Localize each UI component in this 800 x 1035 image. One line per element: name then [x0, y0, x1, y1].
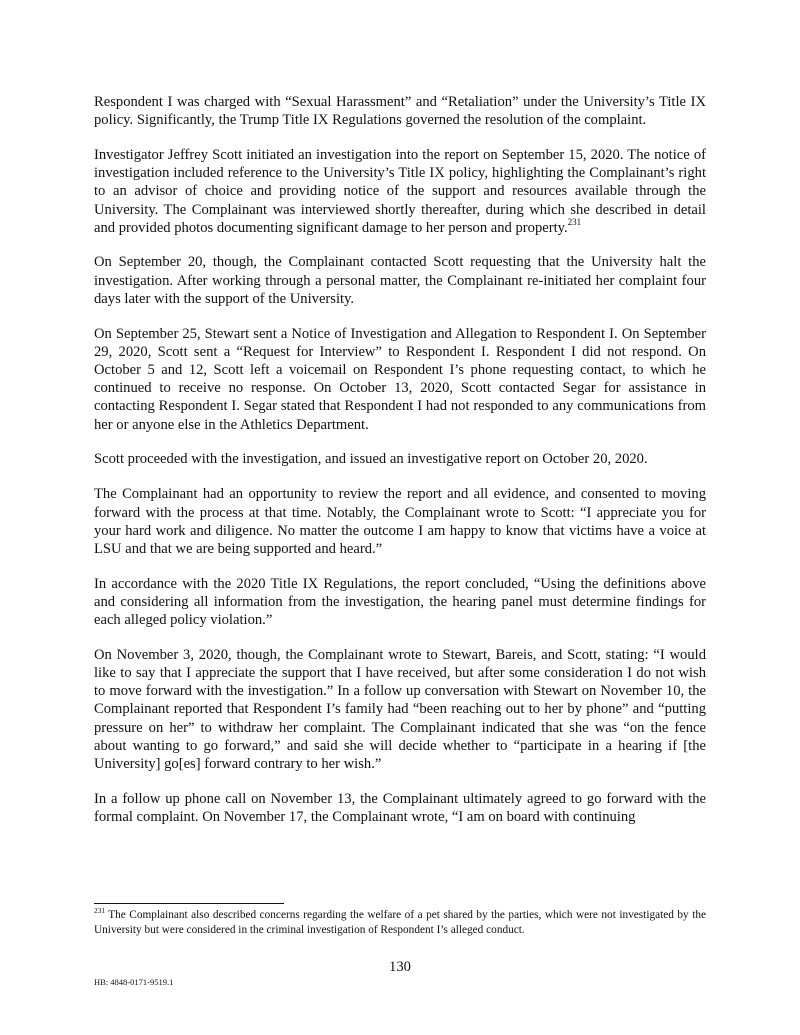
document-body: [94, 93, 706, 843]
document-id: HB: 4848-0171-9519.1: [94, 977, 174, 987]
footnote-text: The Complainant also described concerns regarding the welfare of a pet shared by the parties, which were not investigated by the University but were considered in the criminal investigation of Respondent I’s alleged conduct.: [94, 909, 706, 936]
paragraph-report-conclusion: [94, 575, 706, 630]
page-number: 130: [389, 959, 411, 975]
footnote: [94, 908, 706, 937]
paragraph-charges: [94, 93, 706, 129]
paragraph-review-and-consent: [94, 485, 706, 558]
paragraph-withdrawal-request: [94, 646, 706, 773]
paragraph-halt-request: [94, 253, 706, 308]
paragraph-text: Scott proceeded with the investigation, and issued an investigative report on October 20, 2020.: [94, 451, 648, 468]
paragraph-text: Respondent I was charged with “Sexual Harassment” and “Retaliation” under the University’s Title IX policy. Significantly, the Trump Title IX Regulations governed the resolution of the complaint.: [94, 94, 706, 129]
footnote-divider: [94, 903, 284, 904]
paragraph-investigative-report: [94, 450, 706, 468]
paragraph-text: The Complainant had an opportunity to review the report and all evidence, and consented to moving forward with the process at that time. Notably, the Complainant wrote to Scott: “I appreciate you for your hard work and diligence. No matter the outcome I am happy to know that victims have a voice at LSU and that we are being supported and heard.”: [94, 486, 706, 558]
paragraph-notice-of-investigation: [94, 325, 706, 434]
paragraph-text: In a follow up phone call on November 13, the Complainant ultimately agreed to go forward with the formal complaint. On November 17, the Complainant wrote, “I am on board with continuing: [94, 790, 706, 825]
paragraph-text: On September 25, Stewart sent a Notice of Investigation and Allegation to Respondent I. On September 29, 2020, Scott sent a “Request for Interview” to Respondent I. Respondent I did not respond. On October 5 and 12, Scott left a voicemail on Respondent I’s phone requesting contact, to which he continued to receive no response. On October 13, 2020, Scott contacted Segar for assistance in contacting Respondent I. Segar stated that Respondent I had not responded to any communications from her or anyone else in the Athletics Department.: [94, 325, 706, 433]
paragraph-text: On September 20, though, the Complainant contacted Scott requesting that the University halt the investigation. After working through a personal matter, the Complainant re-initiated her complaint four days later with the support of the University.: [94, 254, 706, 307]
paragraph-text: In accordance with the 2020 Title IX Regulations, the report concluded, “Using the definitions above and considering all information from the investigation, the hearing panel must determine findings for each alleged policy violation.”: [94, 575, 706, 629]
paragraph-text: Investigator Jeffrey Scott initiated an investigation into the report on September 15, 2020. The notice of investigation included reference to the University’s Title IX policy, highlighting the Complainant’s right to an advisor of choice and providing notice of the support and resources available through the University. The Complainant was interviewed shortly thereafter, during which she described in detail and provided photos documenting significant damage to her person and property.: [94, 146, 706, 236]
paragraph-investigation-initiated: [94, 146, 706, 237]
footnote-reference[interactable]: 231: [567, 216, 582, 227]
footnote-number: 231: [94, 906, 106, 916]
paragraph-text: On November 3, 2020, though, the Complainant wrote to Stewart, Bareis, and Scott, stating: “I would like to say that I appreciate the support that I have received, but after some consideration I do not wish to move forward with the investigation.” In a follow up conversation with Stewart on November 10, the Complainant reported that Respondent I’s family had “been reaching out to her by phone” and “putting pressure on her” to withdraw her complaint. The Complainant indicated that she was “on the fence about wanting to go forward,” and said she will decide whether to “participate in a hearing if [the University] go[es] forward contrary to her wish.”: [94, 646, 706, 773]
paragraph-agreed-to-proceed: [94, 790, 706, 826]
